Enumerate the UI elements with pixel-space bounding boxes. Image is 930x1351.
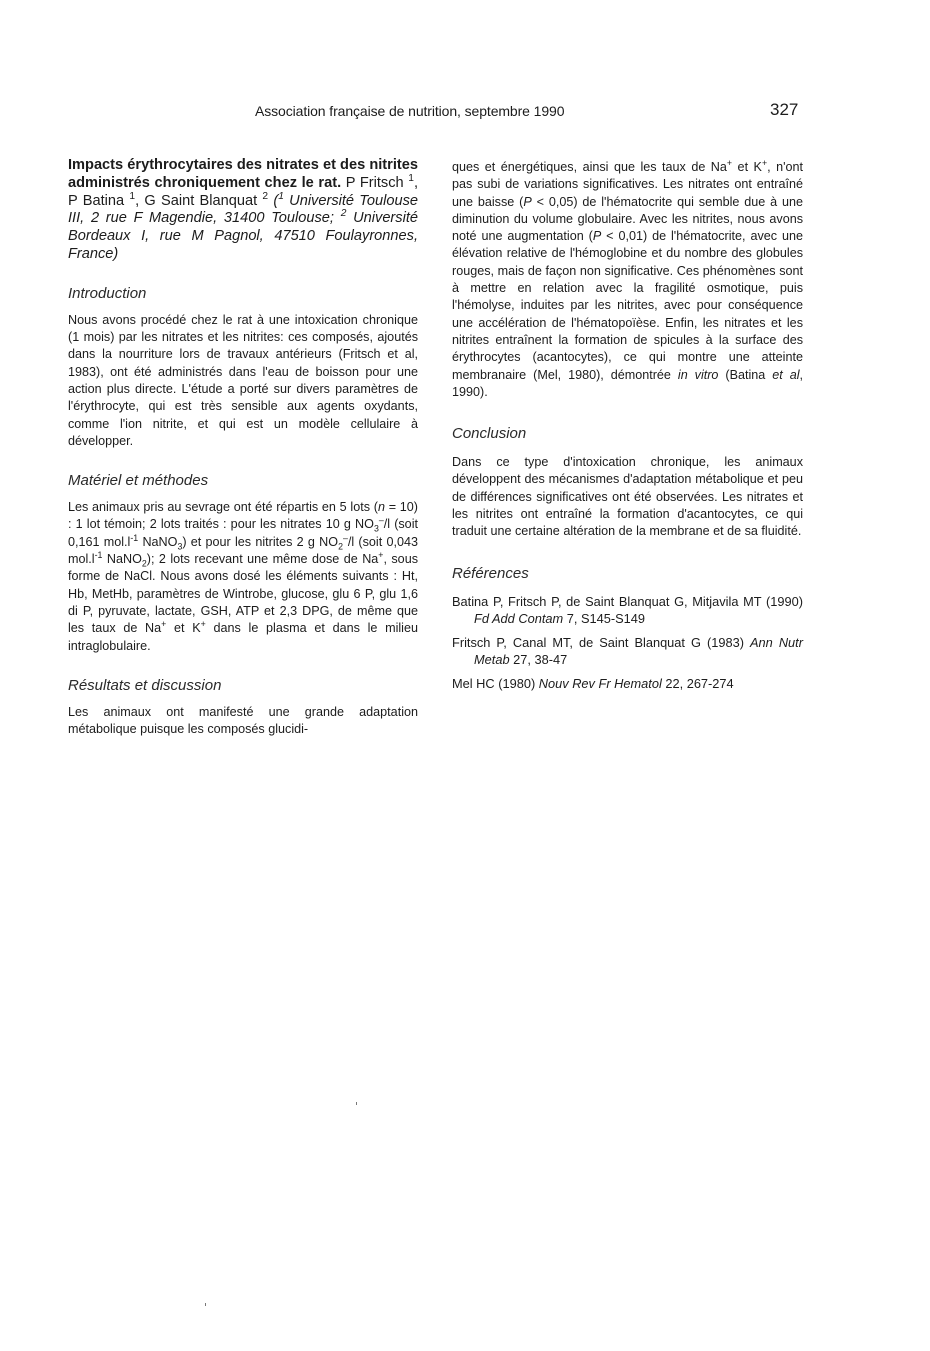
reference-item: Batina P, Fritsch P, de Saint Blanquat G, Mitjavila MT (1990) Fd Add Contam 7, S145-S149 (452, 593, 803, 627)
running-header (0, 100, 930, 124)
references-heading: Références (452, 564, 529, 582)
left-column (68, 157, 418, 738)
resultats-heading: Résultats et discussion (68, 676, 222, 694)
scan-speck (356, 1102, 357, 1105)
journal-name: Association française de nutrition, septembre 1990 (255, 103, 565, 119)
resultats-text-left: Les animaux ont manifesté une grande adaptation métabolique puisque les composés glucidi- (68, 704, 418, 737)
affiliations: ($^1$ Université Toulouse III, 2 rue F Magendie, 31400 Toulouse; $^2$ Université Bordeaux I, rue M Pagnol, 47510 Foulayronnes, France) (68, 190, 419, 262)
article-title: Impacts érythrocytaires des nitrates et des nitrites administrés chroniquement chez le rat. (68, 157, 418, 191)
article-title-block (68, 157, 418, 264)
right-column (452, 159, 803, 692)
reference-item: Fritsch P, Canal MT, de Saint Blanquat G (1983) Ann Nutr Metab 27, 38-47 (452, 634, 803, 668)
scan-speck (205, 1303, 206, 1306)
introduction-heading: Introduction (68, 284, 147, 302)
page-number: 327 (770, 100, 799, 119)
materiel-heading: Matériel et méthodes (68, 472, 209, 490)
conclusion-text: Dans ce type d'intoxication chronique, les animaux développent des mécanismes d'adaptation métabolique et peu de différences significatives ont été observées. Les nitrates et les nitrites ont entraîné la formation d'acantocytes, ce qui traduit une certaine altération de la membrane et de sa fluidité. (452, 455, 803, 539)
resultats-text-right: ques et énergétiques, ainsi que les taux de Na+ et K+, n'ont pas subi de variations significatives. Les nitrates ont entraîné une baisse (P < 0,05) de l'hématocrite qui semble due à une diminution du volume globulaire. Avec les nitrites, nous avons noté une augmentation (P < 0,01) de l'hématocrite, avec une élévation relative de l'hémoglobine et du nombre des globules rouges, mais de façon non significative. Ces phénomènes sont à mettre en relation avec la fragilité osmotique, puis l'hémolyse, induites par les nitrites, avec pour conséquence une accélération de l'hématopoïèse. Enfin, les nitrates et les nitrites entraînent la formation de spicules à la surface des érythrocytes (acantocytes), ce qui montre une atteinte membranaire (Mel, 1980), démontrée in vitro (Batina et al, 1990). (452, 157, 804, 399)
materiel-text: Les animaux pris au sevrage ont été répartis en 5 lots (n = 10) : 1 lot témoin; 2 lots traités : pour les nitrates 10 g $NO_3^-/l$ (soit 0,161 $mol.l^{-1}$ NaNO$_3$) et pour les nitrites 2 g $NO_2^-/l$ (soit 0,043 $mol.l^{-1}$ NaNO$_2$); 2 lots recevant une même dose de Na+, sous forme de NaCl. Nous avons dosé les éléments suivants : Ht, Hb, MetHb, paramètres de Wintrobe, glucose, glu 6 P, glu 1,6 di P, pyruvate, lactate, GSH, ATP et 2,3 DPG, de même que les taux de Na+ et K+ dans le plasma et dans le milieu intraglobulaire. (68, 500, 419, 653)
reference-item: Mel HC (1980) Nouv Rev Fr Hematol 22, 267-274 (452, 675, 734, 691)
authors: P Fritsch $^1$, P Batina $^1$, G Saint Blanquat $^2$ (68, 172, 418, 209)
reference-list (452, 593, 803, 693)
conclusion-heading: Conclusion (452, 425, 527, 443)
introduction-text: Nous avons procédé chez le rat à une intoxication chronique (1 mois) par les nitrates et les nitrites: ces composés, ajoutés dans la nourriture lors de travaux antérieurs (Fritsch et al, 1983), ont été administrés dans l'eau de boisson pour une action plus directe. L'étude a porté sur divers paramètres de l'érythrocyte, qui est très sensible aux agents oxydants, comme l'ion nitrite, et qui est un modèle cellulaire à développer. (68, 312, 418, 448)
